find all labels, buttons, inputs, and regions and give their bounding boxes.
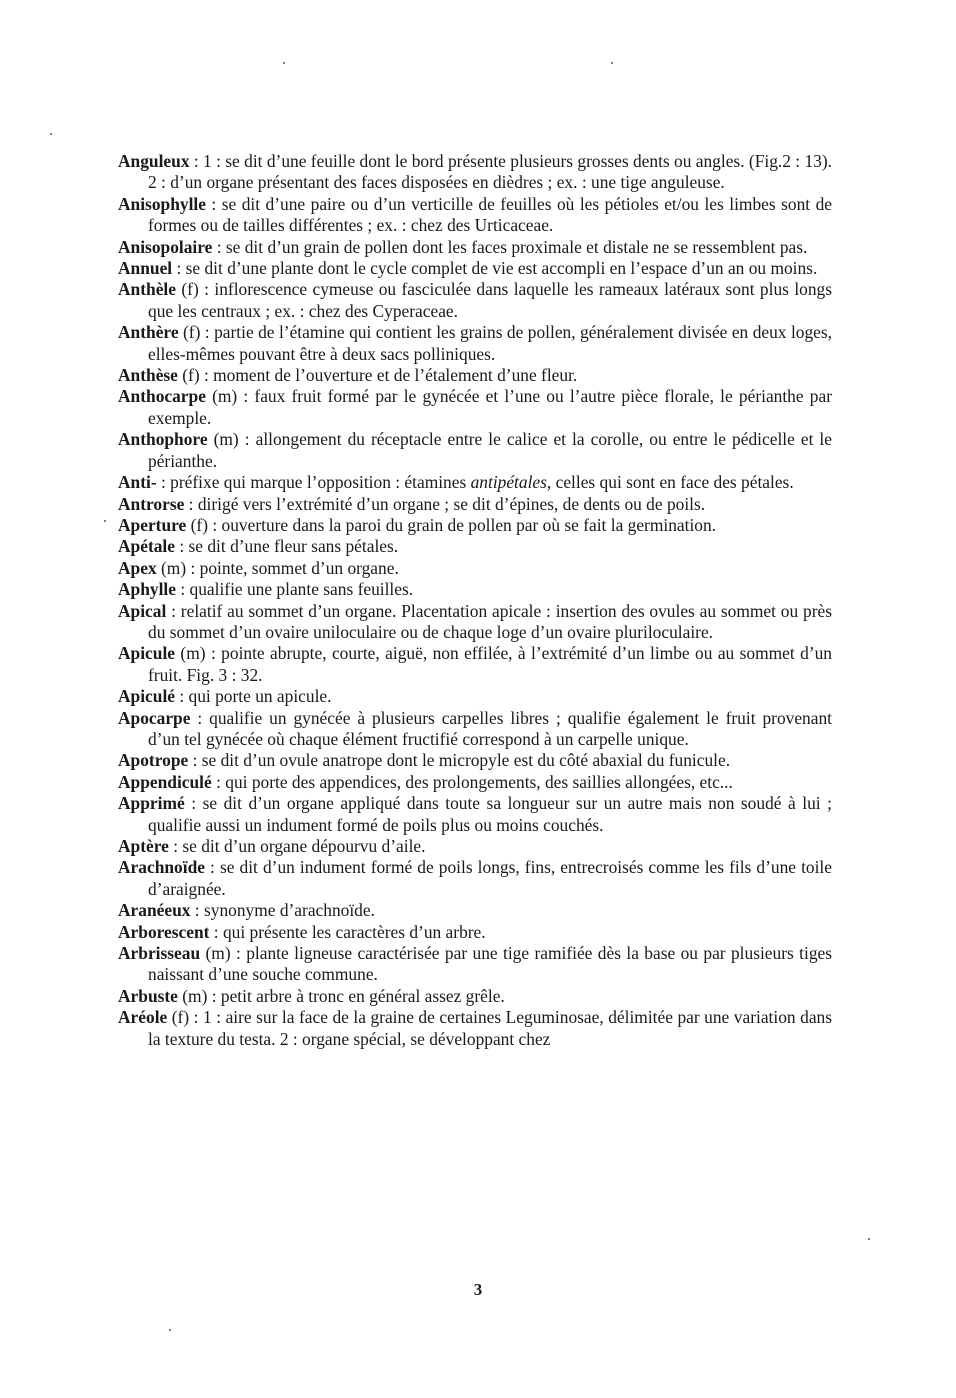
entry-definition: : se dit d’un ovule anatrope dont le micropyle est du côté abaxial du funicule. [188,750,731,771]
entry-definition: (f) : moment de l’ouverture et de l’étalement d’une fleur. [177,365,578,386]
entry-definition: (f) : inflorescence cymeuse ou fasciculée dans laquelle les rameaux latéraux sont plus longs que les centraux ; ex. : chez des Cyperaceae. [148,279,832,321]
entry-term: Apical [118,600,167,621]
glossary-entry [118,686,832,707]
entry-term: Anisophylle [118,193,206,214]
glossary-entry [118,986,832,1007]
glossary-entry [118,943,832,986]
glossary-entry [118,922,832,943]
glossary-entry [118,579,832,600]
entry-definition: : se dit d’un organe dépourvu d’aile. [168,836,426,856]
entry-definition: (m) : pointe abrupte, courte, aiguë, non effilée, à l’extrémité d’un limbe ou au sommet d’un fruit. Fig. 3 : 32. [148,643,832,685]
scan-speck [50,133,52,135]
glossary-entry [118,515,832,536]
entry-term: Apicule [118,643,176,664]
entry-term: Apiculé [118,686,176,707]
entry-term: Annuel [118,258,173,279]
entry-definition: : se dit d’une fleur sans pétales. [175,536,399,557]
glossary-entry [118,900,832,921]
entry-definition: : relatif au sommet d’un organe. Placentation apicale : insertion des ovules au sommet ou près du sommet d’un ovaire uniloculaire ou de chaque loge d’un ovaire pluriloculaire. [148,600,832,642]
entry-definition: : dirigé vers l’extrémité d’un organe ; se dit d’épines, de dents ou de poils. [184,493,706,514]
scan-speck [611,62,613,64]
page-number: 3 [473,1280,483,1299]
entry-term: Anthophore [118,429,208,450]
entry-definition: : qualifie un gynécée à plusieurs carpelles libres ; qualifie également le fruit provenant d’un tel gynécée où chaque élément fructifié correspond à un carpelle unique. [148,707,832,749]
entry-definition: : se dit d’une plante dont le cycle complet de vie est accompli en l’espace d’un an ou moins. [172,258,818,279]
entry-term: Arbrisseau [118,943,201,964]
entry-definition: : qui présente les caractères d’un arbre. [209,921,486,942]
entry-definition: (m) : allongement du réceptacle entre le calice et la corolle, ou entre le pédicelle et le périanthe. [148,429,832,471]
entry-term: Aphylle [118,579,176,600]
entry-definition: : synonyme d’arachnoïde. [190,900,375,921]
entry-term: Anthère [118,322,179,343]
entry-term: Apotrope [118,750,189,771]
glossary-entry [118,1007,832,1050]
entry-definition: : préfixe qui marque l’opposition : étamines [156,472,471,493]
glossary-entry [118,279,832,322]
entry-definition: (f) : ouverture dans la paroi du grain de pollen par où se fait la germination. [186,514,717,535]
entry-term: Aranéeux [118,900,191,921]
entry-definition: (m) : petit arbre à tronc en général assez grêle. [177,985,505,1006]
glossary-entry [118,472,832,493]
glossary-entry [118,494,832,515]
scan-speck [283,62,285,64]
scan-speck [169,1329,171,1331]
glossary-entry [118,836,832,857]
entry-definition: : qui porte un apicule. [175,686,332,707]
entry-term: Apex [118,557,157,578]
entry-term: Anthocarpe [118,386,206,407]
entry-definition: : 1 : se dit d’une feuille dont le bord présente plusieurs grosses dents ou angles. (Fig.2 : 13). 2 : d’un organe présentant des faces disposées en dièdres ; ex. : une tige anguleuse. [148,151,832,193]
glossary-entry [118,558,832,579]
glossary-entry [118,772,832,793]
entry-definition: (m) : faux fruit formé par le gynécée et l’une ou l’autre pièce florale, le périanthe par exemple. [148,386,832,428]
entry-term: Anguleux [118,151,190,171]
entry-definition: (f) : 1 : aire sur la face de la graine de certaines Leguminosae, délimitée par une variation dans la texture du testa. 2 : organe spécial, se développant chez [148,1007,832,1049]
glossary-entry [118,237,832,258]
entry-term: Anti- [118,472,157,493]
glossary-entry [118,429,832,472]
entry-definition: : se dit d’un grain de pollen dont les faces proximale et distale ne se ressemblent pas. [212,236,808,257]
entry-definition: (m) : plante ligneuse caractérisée par une tige ramifiée dès la base ou par plusieurs tiges naissant d’une souche commune. [148,943,832,985]
entry-definition: : se dit d’un organe appliqué dans toute sa longueur sur un autre mais non soudé à lui ; qualifie aussi un indument formé de poils plus ou moins couchés. [148,793,832,835]
glossary-entry [118,793,832,836]
entry-definition: : qui porte des appendices, des prolongements, des saillies allongées, etc... [211,771,733,792]
glossary-entry [118,750,832,771]
scan-speck [104,520,106,522]
glossary-entry [118,708,832,751]
entry-definition: : se dit d’une paire ou d’un verticille de feuilles où les pétioles et/ou les limbes sont de formes ou de tailles différentes ; ex. : chez des Urticaceae. [148,193,832,236]
entry-definition: (f) : partie de l’étamine qui contient les grains de pollen, généralement divisée en deux loges, elles-mêmes pouvant être à deux sacs polliniques. [148,322,832,364]
entry-term: Apocarpe [118,707,191,728]
entry-term: Arbuste [118,985,178,1006]
entry-term: Aréole [118,1007,168,1028]
entry-definition: (m) : pointe, sommet d’un organe. [156,557,399,578]
entry-term: Arachnoïde [118,857,205,878]
glossary-entry [118,322,832,365]
glossary-entry [118,601,832,644]
scan-speck [868,1238,870,1240]
glossary-entry [118,386,832,429]
entry-definition: : se dit d’un indument formé de poils longs, fins, entrecroisés comme les fils d’une toile d’araignée. [148,857,832,899]
entry-term: Apétale [118,536,175,557]
entry-term: Apprimé [118,793,185,814]
entry-term: Arborescent [118,921,210,942]
glossary-entry [118,857,832,900]
glossary-entry [118,643,832,686]
entry-term: Aperture [118,514,187,535]
glossary-entries [118,151,832,1050]
glossary-entry [118,536,832,557]
entry-term: Anthèse [118,365,178,386]
entry-term: Antrorse [118,493,185,514]
entry-definition: : qualifie une plante sans feuilles. [175,579,414,600]
glossary-entry [118,151,832,194]
glossary-entry [118,194,832,237]
entry-term: Aptère [118,836,169,856]
entry-term: Anisopolaire [118,236,213,257]
entry-definition-continued: , celles qui sont en face des pétales. [546,472,794,493]
glossary-entry [118,365,832,386]
entry-italic-term: antipétales [470,472,547,493]
entry-term: Appendiculé [118,771,212,792]
glossary-entry [118,258,832,279]
entry-term: Anthèle [118,279,176,300]
